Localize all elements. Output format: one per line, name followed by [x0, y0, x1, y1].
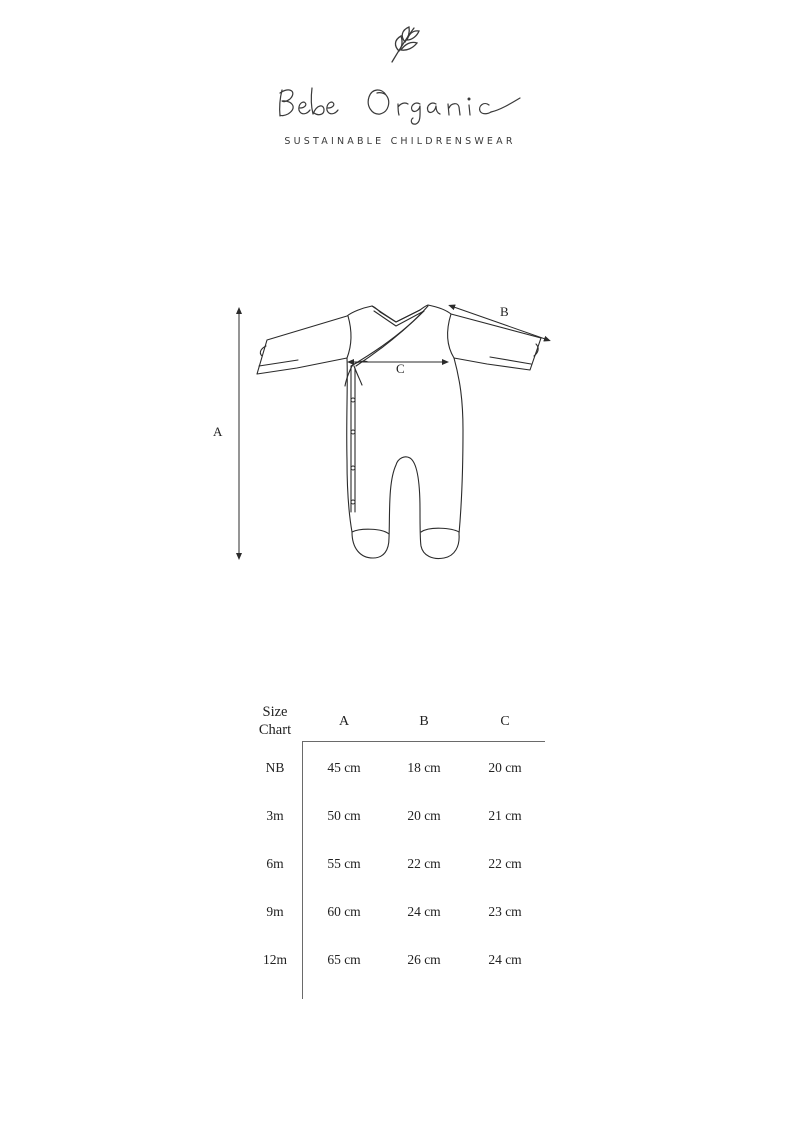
table-cell: 23 cm — [488, 904, 522, 919]
table-cell: 24 cm — [407, 904, 441, 919]
brand-tagline: SUSTAINABLE CHILDRENSWEAR — [284, 136, 516, 147]
size-chart-title — [246, 703, 304, 739]
size-chart-title-line2: Chart — [258, 722, 292, 738]
dimension-c-label: C — [396, 361, 405, 376]
table-cell: 22 cm — [488, 856, 522, 871]
table-cell: 18 cm — [407, 760, 441, 775]
table-cell: 21 cm — [488, 808, 522, 823]
table-cell: 24 cm — [488, 952, 522, 967]
table-row-divider — [302, 741, 303, 999]
table-cell: 50 cm — [327, 808, 361, 823]
column-header-a: A — [338, 714, 350, 729]
row-size-3m: 3m — [266, 808, 284, 823]
table-cell: 20 cm — [407, 808, 441, 823]
row-size-9m: 9m — [266, 904, 284, 919]
table-cell: 22 cm — [407, 856, 441, 871]
row-size-6m: 6m — [266, 856, 284, 871]
table-cell: 65 cm — [327, 952, 361, 967]
table-cell: 45 cm — [327, 760, 361, 775]
table-cell: 55 cm — [327, 856, 361, 871]
table-header-divider — [303, 741, 545, 742]
row-size-nb: NB — [265, 760, 285, 775]
column-header-c: C — [500, 714, 510, 729]
dimension-b-label: B — [500, 304, 509, 319]
table-cell: 26 cm — [407, 952, 441, 967]
dimension-a-label: A — [213, 424, 223, 439]
row-size-12m: 12m — [262, 952, 287, 967]
table-cell: 20 cm — [488, 760, 522, 775]
column-header-b: B — [419, 714, 429, 729]
size-chart-title-line1: Size — [262, 704, 288, 720]
table-cell: 60 cm — [327, 904, 361, 919]
